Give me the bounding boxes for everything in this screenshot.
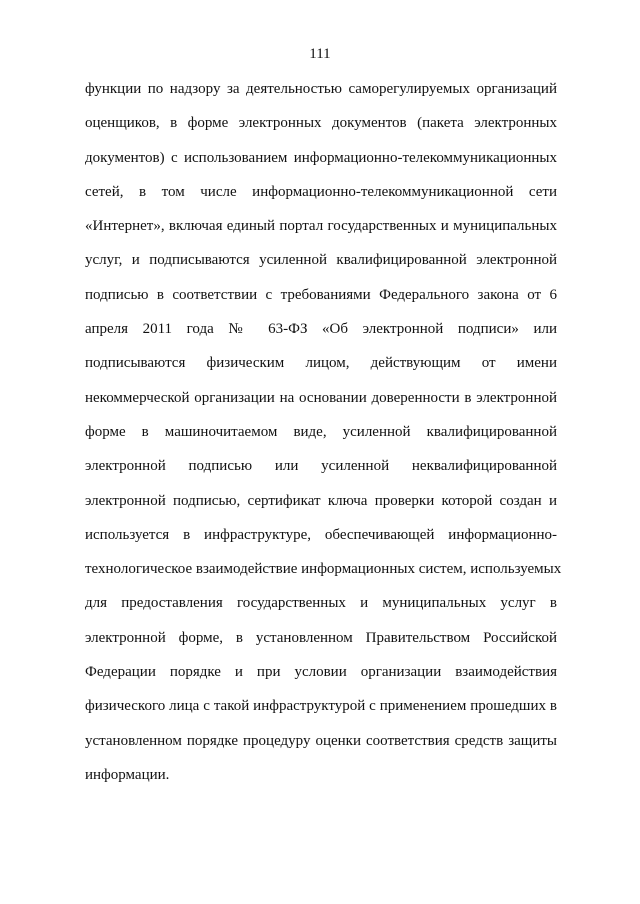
body-line: сетей, в том числе информационно-телекоммуникационной сети [85,183,557,200]
document-body [85,72,562,792]
body-line: апреля 2011 года № 63-ФЗ «Об электронной подписи» или [85,321,557,338]
body-line: услуг, и подписываются усиленной квалифицированной электронной [85,252,557,269]
body-line: «Интернет», включая единый портал государственных и муниципальных [85,218,557,235]
body-line: подписью в соответствии с требованиями Федерального закона от 6 [85,286,557,303]
body-line: электронной подписью или усиленной неквалифицированной [85,458,557,475]
body-line: функции по надзору за деятельностью саморегулируемых организаций [85,81,557,97]
body-line: используется в инфраструктуре, обеспечивающей информационно- [85,526,557,543]
body-line: электронной форме, в установленном Правительством Российской [85,629,557,646]
body-line: документов) с использованием информационно-телекоммуникационных [85,149,557,166]
body-line: электронной подписью, сертификат ключа проверки которой создан и [85,492,557,509]
body-line: форме в машиночитаемом виде, усиленной квалифицированной [85,423,557,440]
body-line: некоммерческой организации на основании доверенности в электронной [85,389,557,406]
body-line: информации. [85,766,170,783]
page-number: 111 [309,46,331,62]
body-line: технологическое взаимодействие информационных систем, используемых [85,561,562,578]
body-line: Федерации порядке и при условии организации взаимодействия [85,664,557,681]
body-line: подписываются физическим лицом, действующим от имени [85,355,557,372]
body-line: физического лица с такой инфраструктурой с применением прошедших в [85,698,557,715]
body-line: для предоставления государственных и муниципальных услуг в [85,595,557,612]
body-line: оценщиков, в форме электронных документов (пакета электронных [85,115,557,132]
body-line: установленном порядке процедуру оценки соответствия средств защиты [85,732,557,749]
